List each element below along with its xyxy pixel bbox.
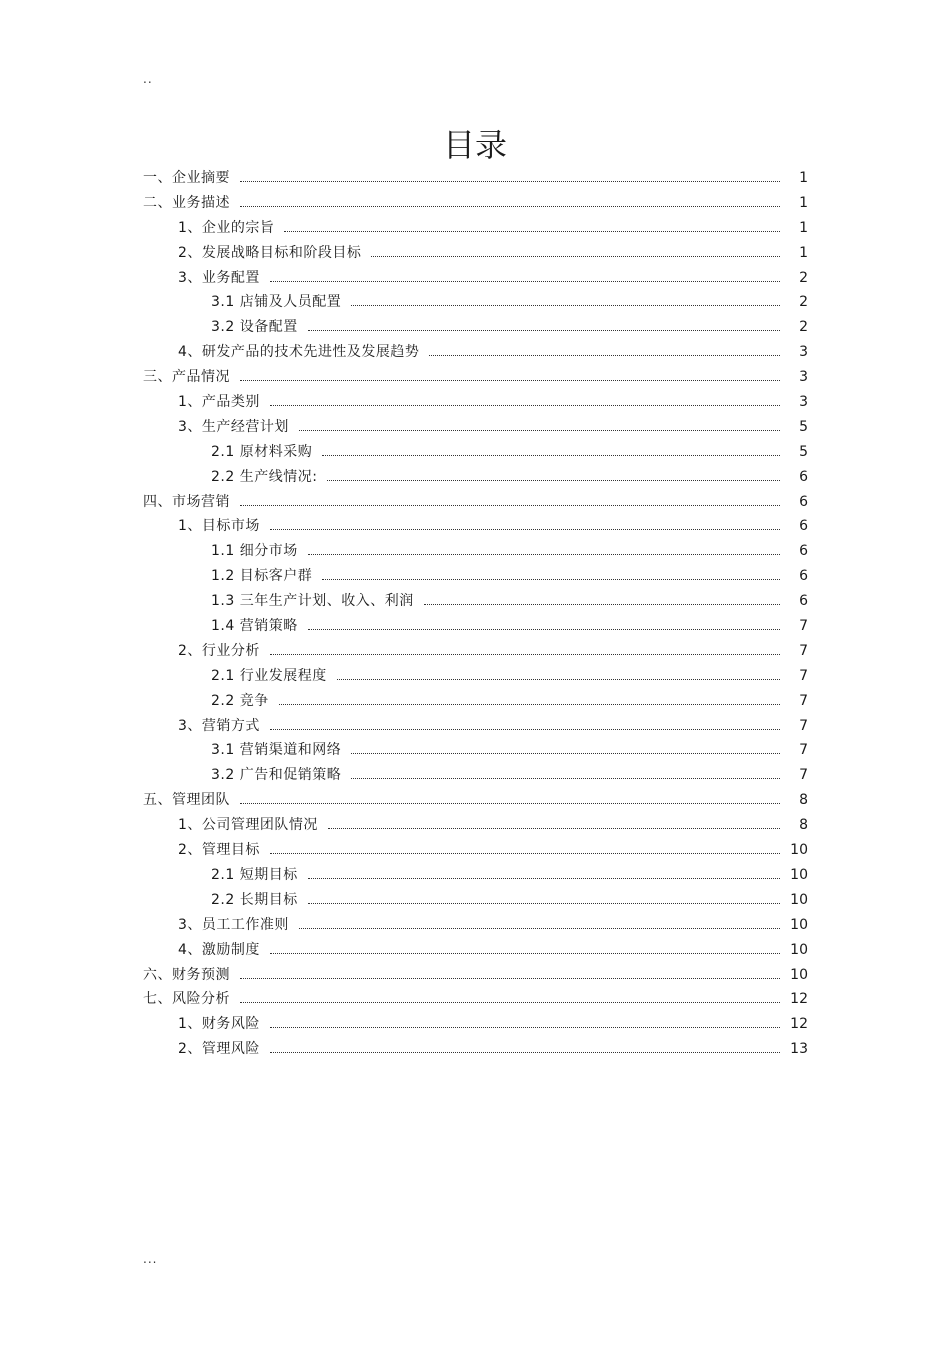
- toc-entry[interactable]: [143, 738, 808, 763]
- toc-entry-page-number: 1: [799, 219, 808, 236]
- footer-mark: ...: [143, 1252, 158, 1266]
- dot-leader: [337, 678, 780, 680]
- dot-leader: [322, 578, 780, 580]
- toc-entry-label: 2、管理目标: [178, 842, 260, 859]
- toc-entry[interactable]: [143, 539, 808, 564]
- header-mark: ..: [143, 72, 153, 86]
- toc-entry-label: 2.1 行业发展程度: [211, 667, 327, 684]
- toc-entry[interactable]: [143, 241, 808, 266]
- toc-entry-label: 1.1 细分市场: [211, 543, 298, 560]
- dot-leader: [240, 977, 780, 979]
- toc-entry-page-number: 6: [799, 518, 808, 535]
- toc-entry-page-number: 10: [790, 891, 808, 908]
- toc-entry-label: 1、产品类别: [178, 394, 260, 411]
- toc-entry-label: 2、发展战略目标和阶段目标: [178, 244, 362, 261]
- dot-leader: [308, 628, 780, 630]
- dot-leader: [240, 802, 780, 804]
- toc-entry-label: 一、企业摘要: [143, 170, 230, 186]
- toc-entry-page-number: 6: [799, 493, 808, 510]
- dot-leader: [424, 603, 780, 605]
- dot-leader: [351, 777, 780, 779]
- toc-entry[interactable]: [143, 888, 808, 913]
- toc-entry[interactable]: [143, 1037, 808, 1062]
- dot-leader: [322, 454, 780, 456]
- toc-entry-label: 1、企业的宗旨: [178, 219, 275, 236]
- dot-leader: [240, 504, 780, 506]
- dot-leader: [270, 728, 780, 730]
- toc-entry-label: 1、公司管理团队情况: [178, 817, 318, 834]
- dot-leader: [308, 553, 780, 555]
- toc-entry-label: 3、员工工作准则: [178, 916, 289, 933]
- toc-entry-label: 3.2 设备配置: [211, 319, 298, 336]
- toc-entry[interactable]: [143, 987, 808, 1012]
- toc-entry[interactable]: [143, 340, 808, 365]
- toc-title: 目录: [442, 126, 507, 164]
- toc-entry-page-number: 1: [799, 194, 808, 211]
- dot-leader: [299, 429, 780, 431]
- toc-entry-page-number: 7: [799, 742, 808, 759]
- toc-entry-label: 七、风险分析: [143, 991, 230, 1008]
- toc-entry[interactable]: [143, 266, 808, 291]
- toc-entry[interactable]: [143, 290, 808, 315]
- toc-entry-page-number: 6: [799, 468, 808, 485]
- toc-entry-label: 3、业务配置: [178, 269, 260, 286]
- toc-entry-page-number: 1: [799, 170, 808, 186]
- dot-leader: [270, 1051, 780, 1053]
- toc-entry-page-number: 7: [799, 767, 808, 784]
- toc-entry[interactable]: [143, 714, 808, 739]
- toc-entry-label: 2.2 长期目标: [211, 891, 298, 908]
- dot-leader: [351, 304, 780, 306]
- toc-entry-label: 1、财务风险: [178, 1016, 260, 1033]
- dot-leader: [270, 528, 780, 530]
- toc-entry[interactable]: [143, 415, 808, 440]
- toc-entry-page-number: 2: [799, 319, 808, 336]
- toc-entry[interactable]: [143, 863, 808, 888]
- table-of-contents: [143, 166, 808, 1062]
- toc-entry-label: 2、行业分析: [178, 642, 260, 659]
- toc-entry[interactable]: [143, 315, 808, 340]
- toc-entry-page-number: 6: [799, 543, 808, 560]
- dot-leader: [429, 354, 780, 356]
- dot-leader: [284, 230, 780, 232]
- toc-entry-label: 2.1 短期目标: [211, 866, 298, 883]
- toc-entry[interactable]: [143, 191, 808, 216]
- toc-entry[interactable]: [143, 614, 808, 639]
- toc-entry-page-number: 7: [799, 642, 808, 659]
- toc-entry[interactable]: [143, 963, 808, 988]
- toc-entry-label: 2、管理风险: [178, 1041, 260, 1058]
- toc-entry-label: 2.2 竞争: [211, 692, 269, 709]
- dot-leader: [270, 1026, 780, 1028]
- toc-entry-page-number: 10: [790, 866, 808, 883]
- toc-entry-label: 3、营销方式: [178, 717, 260, 734]
- toc-entry[interactable]: [143, 788, 808, 813]
- toc-entry-page-number: 2: [799, 269, 808, 286]
- toc-entry-page-number: 7: [799, 692, 808, 709]
- toc-entry-label: 1、目标市场: [178, 518, 260, 535]
- toc-entry-page-number: 10: [790, 941, 808, 958]
- toc-entry[interactable]: [143, 390, 808, 415]
- toc-entry-label: 4、研发产品的技术先进性及发展趋势: [178, 344, 420, 361]
- toc-entry[interactable]: [143, 664, 808, 689]
- toc-entry-page-number: 6: [799, 568, 808, 585]
- toc-entry-page-number: 3: [799, 394, 808, 411]
- dot-leader: [270, 852, 780, 854]
- toc-entry-page-number: 5: [799, 418, 808, 435]
- dot-leader: [270, 952, 780, 954]
- toc-entry-page-number: 5: [799, 443, 808, 460]
- toc-entry[interactable]: [143, 514, 808, 539]
- dot-leader: [240, 1001, 780, 1003]
- toc-entry-label: 1.2 目标客户群: [211, 568, 313, 585]
- toc-entry[interactable]: [143, 564, 808, 589]
- toc-entry-label: 二、业务描述: [143, 194, 230, 211]
- toc-entry-page-number: 10: [790, 966, 808, 983]
- toc-entry-label: 4、激励制度: [178, 941, 260, 958]
- toc-entry-label: 3.1 店铺及人员配置: [211, 294, 342, 311]
- toc-entry-label: 1.4 营销策略: [211, 618, 298, 635]
- toc-entry[interactable]: [143, 440, 808, 465]
- dot-leader: [240, 205, 780, 207]
- toc-entry-page-number: 10: [790, 842, 808, 859]
- toc-entry-page-number: 12: [790, 991, 808, 1008]
- toc-entry-label: 2.2 生产线情况:: [211, 468, 318, 485]
- dot-leader: [308, 329, 780, 331]
- toc-entry-page-number: 3: [799, 369, 808, 386]
- dot-leader: [328, 827, 780, 829]
- toc-entry-page-number: 7: [799, 717, 808, 734]
- toc-entry-page-number: 13: [790, 1041, 808, 1058]
- dot-leader: [371, 255, 780, 257]
- dot-leader: [308, 877, 780, 879]
- toc-entry-page-number: 3: [799, 344, 808, 361]
- dot-leader: [270, 404, 780, 406]
- dot-leader: [308, 902, 780, 904]
- toc-entry-label: 3、生产经营计划: [178, 418, 289, 435]
- toc-entry-label: 3.2 广告和促销策略: [211, 767, 342, 784]
- dot-leader: [240, 180, 780, 182]
- dot-leader: [270, 653, 780, 655]
- toc-entry[interactable]: [143, 913, 808, 938]
- dot-leader: [327, 479, 780, 481]
- toc-entry[interactable]: [143, 465, 808, 490]
- toc-entry-label: 六、财务预测: [143, 966, 230, 983]
- toc-entry-page-number: 7: [799, 618, 808, 635]
- toc-entry[interactable]: [143, 938, 808, 963]
- toc-entry-label: 四、市场营销: [143, 493, 230, 510]
- toc-entry[interactable]: [143, 689, 808, 714]
- toc-entry-page-number: 10: [790, 916, 808, 933]
- dot-leader: [270, 280, 780, 282]
- toc-entry[interactable]: [143, 763, 808, 788]
- dot-leader: [299, 927, 780, 929]
- dot-leader: [279, 703, 780, 705]
- toc-entry[interactable]: [143, 166, 808, 191]
- toc-entry[interactable]: [143, 639, 808, 664]
- toc-entry-page-number: 8: [799, 792, 808, 809]
- toc-entry[interactable]: [143, 813, 808, 838]
- toc-entry-page-number: 6: [799, 593, 808, 610]
- toc-entry-page-number: 1: [799, 244, 808, 261]
- toc-entry[interactable]: [143, 589, 808, 614]
- toc-entry-page-number: 7: [799, 667, 808, 684]
- toc-entry-label: 3.1 营销渠道和网络: [211, 742, 342, 759]
- toc-entry-label: 2.1 原材料采购: [211, 443, 313, 460]
- toc-entry[interactable]: [143, 216, 808, 241]
- toc-entry-label: 三、产品情况: [143, 369, 230, 386]
- toc-entry-label: 1.3 三年生产计划、收入、利润: [211, 593, 414, 610]
- dot-leader: [351, 752, 780, 754]
- dot-leader: [240, 379, 780, 381]
- toc-entry[interactable]: [143, 1012, 808, 1037]
- toc-entry[interactable]: [143, 365, 808, 390]
- toc-entry-page-number: 12: [790, 1016, 808, 1033]
- toc-entry-label: 五、管理团队: [143, 792, 230, 809]
- toc-entry[interactable]: [143, 490, 808, 515]
- toc-entry-page-number: 2: [799, 294, 808, 311]
- toc-entry[interactable]: [143, 838, 808, 863]
- toc-entry-page-number: 8: [799, 817, 808, 834]
